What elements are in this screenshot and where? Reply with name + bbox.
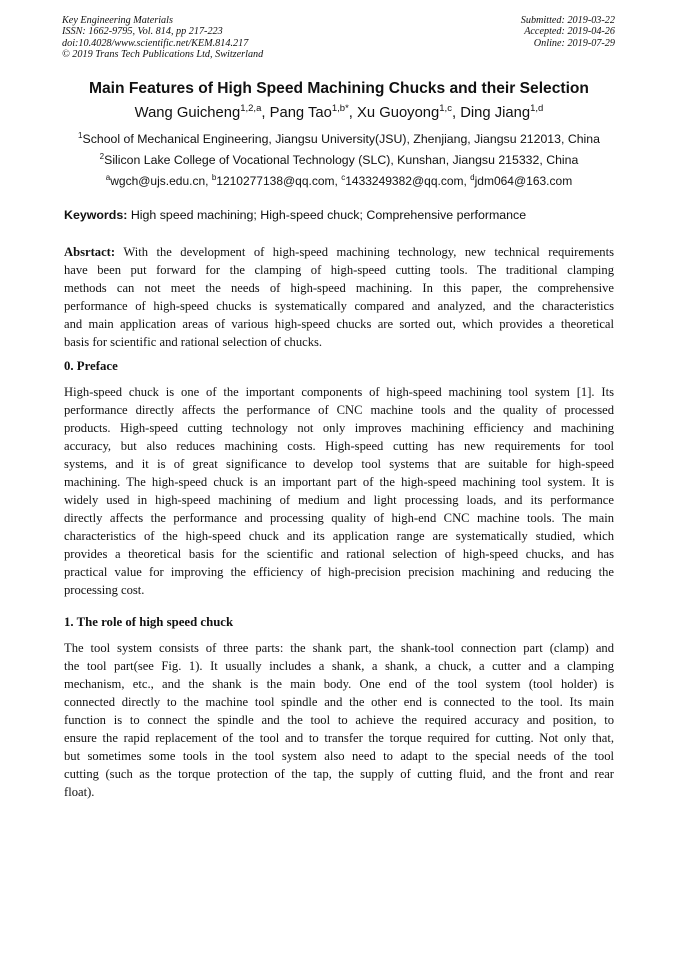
affiliation-sup: 1 (78, 131, 83, 140)
section-body-preface (64, 383, 614, 599)
body-line: The tool system consists of three parts: the shank part, the shank-tool connection part (clamp) and (64, 641, 614, 655)
author-name: Xu Guoyong (357, 104, 440, 121)
keywords (64, 208, 526, 222)
paper-title: Main Features of High Speed Machining Chucks and their Selection (89, 80, 589, 97)
body-line: machining. The high-speed chuck is an important part of the high-speed machining tool system. It is (64, 475, 614, 489)
email-list: $^a$wgch@ujs.edu.cn, $^b$1210277138@qq.com, $^c$1433249382@qq.com, $^d$jdm064@163.com (105, 173, 573, 188)
body-line: processing cost. (64, 583, 145, 597)
affiliation-2 (0, 152, 678, 167)
body-line: High-speed chuck is one of the important components of high-speed machining tool system [1]. Its (64, 385, 614, 399)
publication-dates (521, 15, 615, 49)
body-line: directly affects the performance and processing quality of high-end CNC machine tools. The main (64, 511, 614, 525)
affiliation-text: School of Mechanical Engineering, Jiangsu University(JSU), Zhenjiang, Jiangsu 212013, China (82, 132, 600, 147)
body-line: but sometimes some tools in the tool system also need to adapt to the special needs of the tool (64, 749, 614, 763)
body-line: function is to connect the spindle and the tool to achieve the required accuracy and position, to (64, 713, 614, 727)
email-link[interactable]: jdm064@163.com (474, 174, 573, 188)
author-sup: 1,2,a (240, 103, 262, 114)
abstract-line: methods can not meet the needs of high-speed machining. In this paper, the comprehensive (64, 281, 614, 295)
body-line: mechanism, etc., and the shank is the main body. One end of the tool system (tool holder) is (64, 677, 614, 691)
body-line: widely used in high-speed machining of medium and light processing loads, and its performance (64, 493, 614, 507)
email-link[interactable]: 1210277138@qq.com (216, 174, 335, 188)
abstract-line (64, 243, 614, 261)
body-line: connected directly to the machine tool spindle and the other end is connected to the tool. Its main (64, 695, 614, 709)
online-date: Online: 2019-07-29 (533, 37, 615, 49)
body-line: cutting (such as the torque protection of the tap, the supply of cutting fluid, and the front and rear (64, 767, 614, 781)
email-sup: b (211, 173, 217, 182)
keywords-label: Keywords: (64, 208, 128, 222)
body-line: float). (64, 785, 95, 799)
email-sup: a (105, 173, 111, 182)
affiliation-1 (0, 131, 678, 146)
author-list: Wang Guicheng$^{1,2,a}$, Pang Tao$^{1,b*}$, Xu Guoyong$^{1,c}$, Ding Jiang$^{1,d}$ (134, 103, 544, 121)
abstract-line: and main application areas of various high-speed chucks are sorted out, which provides a theoretical (64, 317, 614, 331)
abstract-line: performance of high-speed chucks is systematically compared and analyzed, and the characteristics (64, 299, 614, 313)
journal-doi[interactable]: doi:10.4028/www.scientific.net/KEM.814.217 (62, 37, 249, 49)
author-sup: 1,b* (331, 103, 349, 114)
abstract-line: basis for scientific and rational selection of chucks. (64, 335, 323, 349)
abstract (64, 243, 614, 351)
journal-info (62, 15, 263, 60)
body-line: provides a theoretical basis for the scientific and rational selection of high-speed chucks, and has (64, 547, 614, 561)
body-line: the tool part(see Fig. 1). It usually includes a shank, a shank, a chuck, a cutter and a clamping (64, 659, 614, 673)
email-sup: c (341, 173, 346, 182)
section-body-role (64, 639, 614, 801)
abstract-text: With the development of high-speed machining technology, new technical requirements (123, 245, 614, 259)
body-line: characteristics of the high-speed chuck and its application range are systematically studied, which (64, 529, 614, 543)
author-sup: 1,c (439, 103, 452, 114)
abstract-label: Absrtact: (64, 245, 116, 259)
affiliation-sup: 2 (99, 152, 105, 161)
body-line: performance directly affects the performance of CNC machine tools and the quality of processed (64, 403, 614, 417)
keywords-text: High speed machining; High-speed chuck; Comprehensive performance (130, 208, 527, 222)
section-heading-role: 1. The role of high speed chuck (64, 615, 234, 629)
author-name: Pang Tao (269, 104, 332, 121)
section-heading-preface: 0. Preface (64, 359, 118, 373)
author-sup: 1,d (530, 103, 544, 114)
body-line: accuracy, but also reduces machining costs. High-speed cutting has new requirements for tool (64, 439, 614, 453)
email-sup: d (470, 173, 475, 182)
affiliation-text: Silicon Lake College of Vocational Technology (SLC), Kunshan, Jiangsu 215332, China (104, 153, 579, 168)
body-line: ensure the rapid replacement of the tool and to transfer the torque required for cutting. Not only that, (64, 731, 614, 745)
author-name: Wang Guicheng (134, 104, 241, 121)
author-name: Ding Jiang (460, 104, 531, 121)
accepted-date: Accepted: 2019-04-26 (524, 26, 615, 38)
abstract-line: have been put forward for the clamping of high-speed cutting tools. The traditional clamping (64, 263, 614, 277)
email-link[interactable]: 1433249382@qq.com (345, 174, 464, 188)
body-line: products. High-speed cutting technology not only improves machining efficiency and machining (64, 421, 614, 435)
body-line: practical value for improving the efficiency of high-precision precision machining and reducing the (64, 565, 614, 579)
email-link[interactable]: wgch@ujs.edu.cn (110, 174, 206, 188)
journal-copyright: © 2019 Trans Tech Publications Ltd, Switzerland (62, 48, 264, 60)
journal-issn: ISSN: 1662-9795, Vol. 814, pp 217-223 (62, 26, 223, 38)
journal-name: Key Engineering Materials (62, 15, 173, 26)
body-line: systems, and it is of great significance to develop tool systems that are suitable for high-speed (64, 457, 614, 471)
submitted-date: Submitted: 2019-03-22 (520, 15, 615, 26)
